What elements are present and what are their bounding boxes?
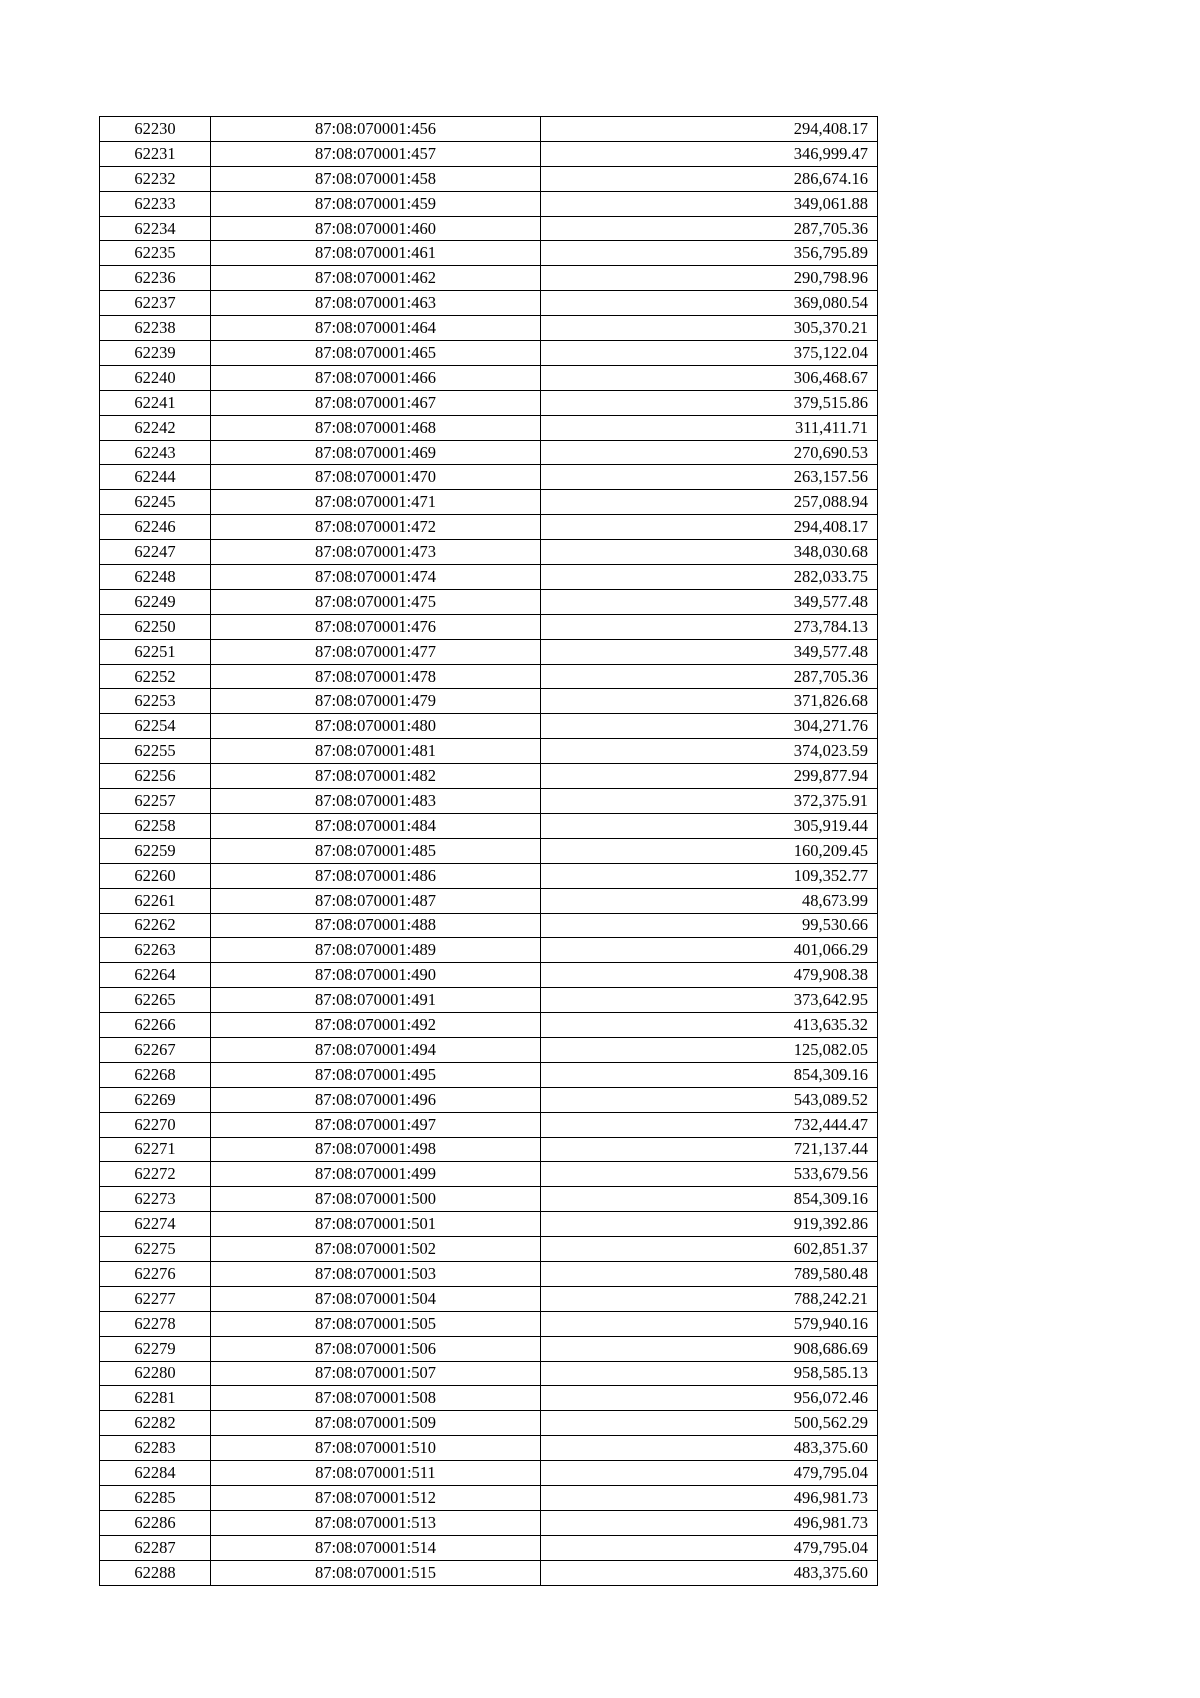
table-row [100, 316, 878, 341]
cadastral-number-cell: 87:08:070001:473 [211, 540, 541, 565]
value-cell: 306,468.67 [541, 365, 878, 390]
table-row [100, 1510, 878, 1535]
table-row [100, 216, 878, 241]
row-number-cell: 62264 [100, 963, 211, 988]
row-number-cell: 62239 [100, 341, 211, 366]
cadastral-number-cell: 87:08:070001:463 [211, 291, 541, 316]
table-row [100, 565, 878, 590]
table-row [100, 490, 878, 515]
value-cell: 349,577.48 [541, 589, 878, 614]
row-number-cell: 62277 [100, 1286, 211, 1311]
value-cell: 374,023.59 [541, 739, 878, 764]
table-row [100, 390, 878, 415]
value-cell: 287,705.36 [541, 664, 878, 689]
table-row [100, 117, 878, 142]
cadastral-number-cell: 87:08:070001:471 [211, 490, 541, 515]
value-cell: 788,242.21 [541, 1286, 878, 1311]
row-number-cell: 62240 [100, 365, 211, 390]
value-cell: 305,919.44 [541, 813, 878, 838]
table-row [100, 1013, 878, 1038]
row-number-cell: 62286 [100, 1510, 211, 1535]
table-row [100, 838, 878, 863]
cadastral-number-cell: 87:08:070001:487 [211, 888, 541, 913]
row-number-cell: 62279 [100, 1336, 211, 1361]
row-number-cell: 62272 [100, 1162, 211, 1187]
cadastral-number-cell: 87:08:070001:484 [211, 813, 541, 838]
value-cell: 479,795.04 [541, 1461, 878, 1486]
value-cell: 282,033.75 [541, 565, 878, 590]
cadastral-number-cell: 87:08:070001:499 [211, 1162, 541, 1187]
row-number-cell: 62237 [100, 291, 211, 316]
value-cell: 602,851.37 [541, 1237, 878, 1262]
value-cell: 479,908.38 [541, 963, 878, 988]
row-number-cell: 62267 [100, 1037, 211, 1062]
cadastral-number-cell: 87:08:070001:467 [211, 390, 541, 415]
data-table [99, 116, 878, 1586]
table-row [100, 166, 878, 191]
table-body [100, 117, 878, 1586]
cadastral-number-cell: 87:08:070001:459 [211, 191, 541, 216]
value-cell: 958,585.13 [541, 1361, 878, 1386]
cadastral-number-cell: 87:08:070001:504 [211, 1286, 541, 1311]
table-row [100, 440, 878, 465]
table-row [100, 913, 878, 938]
row-number-cell: 62284 [100, 1461, 211, 1486]
table-row [100, 1535, 878, 1560]
row-number-cell: 62280 [100, 1361, 211, 1386]
table-row [100, 141, 878, 166]
table-row [100, 1411, 878, 1436]
cadastral-number-cell: 87:08:070001:508 [211, 1386, 541, 1411]
value-cell: 721,137.44 [541, 1137, 878, 1162]
value-cell: 732,444.47 [541, 1112, 878, 1137]
row-number-cell: 62285 [100, 1485, 211, 1510]
cadastral-number-cell: 87:08:070001:492 [211, 1013, 541, 1038]
table-row [100, 1311, 878, 1336]
row-number-cell: 62255 [100, 739, 211, 764]
table-row [100, 515, 878, 540]
row-number-cell: 62230 [100, 117, 211, 142]
cadastral-number-cell: 87:08:070001:506 [211, 1336, 541, 1361]
value-cell: 263,157.56 [541, 465, 878, 490]
value-cell: 349,577.48 [541, 639, 878, 664]
table-row [100, 963, 878, 988]
cadastral-number-cell: 87:08:070001:475 [211, 589, 541, 614]
table-row [100, 1187, 878, 1212]
table-row [100, 988, 878, 1013]
row-number-cell: 62243 [100, 440, 211, 465]
table-row [100, 1436, 878, 1461]
cadastral-number-cell: 87:08:070001:502 [211, 1237, 541, 1262]
row-number-cell: 62287 [100, 1535, 211, 1560]
row-number-cell: 62273 [100, 1187, 211, 1212]
row-number-cell: 62231 [100, 141, 211, 166]
cadastral-number-cell: 87:08:070001:486 [211, 863, 541, 888]
cadastral-number-cell: 87:08:070001:458 [211, 166, 541, 191]
row-number-cell: 62241 [100, 390, 211, 415]
value-cell: 496,981.73 [541, 1485, 878, 1510]
value-cell: 956,072.46 [541, 1386, 878, 1411]
value-cell: 287,705.36 [541, 216, 878, 241]
row-number-cell: 62260 [100, 863, 211, 888]
cadastral-number-cell: 87:08:070001:489 [211, 938, 541, 963]
row-number-cell: 62238 [100, 316, 211, 341]
row-number-cell: 62283 [100, 1436, 211, 1461]
row-number-cell: 62282 [100, 1411, 211, 1436]
table-row [100, 739, 878, 764]
cadastral-number-cell: 87:08:070001:477 [211, 639, 541, 664]
value-cell: 99,530.66 [541, 913, 878, 938]
value-cell: 109,352.77 [541, 863, 878, 888]
table-row [100, 1461, 878, 1486]
table-row [100, 1037, 878, 1062]
row-number-cell: 62245 [100, 490, 211, 515]
row-number-cell: 62268 [100, 1062, 211, 1087]
table-row [100, 1286, 878, 1311]
row-number-cell: 62252 [100, 664, 211, 689]
cadastral-number-cell: 87:08:070001:461 [211, 241, 541, 266]
value-cell: 286,674.16 [541, 166, 878, 191]
cadastral-number-cell: 87:08:070001:498 [211, 1137, 541, 1162]
row-number-cell: 62258 [100, 813, 211, 838]
row-number-cell: 62265 [100, 988, 211, 1013]
table-row [100, 291, 878, 316]
value-cell: 273,784.13 [541, 614, 878, 639]
row-number-cell: 62244 [100, 465, 211, 490]
cadastral-number-cell: 87:08:070001:488 [211, 913, 541, 938]
row-number-cell: 62271 [100, 1137, 211, 1162]
cadastral-number-cell: 87:08:070001:480 [211, 714, 541, 739]
table-row [100, 1560, 878, 1585]
cadastral-number-cell: 87:08:070001:472 [211, 515, 541, 540]
value-cell: 533,679.56 [541, 1162, 878, 1187]
cadastral-number-cell: 87:08:070001:483 [211, 789, 541, 814]
cadastral-number-cell: 87:08:070001:500 [211, 1187, 541, 1212]
value-cell: 290,798.96 [541, 266, 878, 291]
value-cell: 349,061.88 [541, 191, 878, 216]
row-number-cell: 62262 [100, 913, 211, 938]
row-number-cell: 62234 [100, 216, 211, 241]
table-row [100, 1361, 878, 1386]
value-cell: 500,562.29 [541, 1411, 878, 1436]
table-row [100, 1162, 878, 1187]
table-row [100, 1336, 878, 1361]
cadastral-number-cell: 87:08:070001:481 [211, 739, 541, 764]
row-number-cell: 62232 [100, 166, 211, 191]
cadastral-number-cell: 87:08:070001:494 [211, 1037, 541, 1062]
cadastral-number-cell: 87:08:070001:514 [211, 1535, 541, 1560]
cadastral-number-cell: 87:08:070001:510 [211, 1436, 541, 1461]
value-cell: 372,375.91 [541, 789, 878, 814]
table-row [100, 1386, 878, 1411]
table-row [100, 365, 878, 390]
row-number-cell: 62275 [100, 1237, 211, 1262]
table-row [100, 813, 878, 838]
row-number-cell: 62246 [100, 515, 211, 540]
value-cell: 373,642.95 [541, 988, 878, 1013]
cadastral-number-cell: 87:08:070001:512 [211, 1485, 541, 1510]
value-cell: 375,122.04 [541, 341, 878, 366]
row-number-cell: 62266 [100, 1013, 211, 1038]
cadastral-number-cell: 87:08:070001:469 [211, 440, 541, 465]
table-row [100, 689, 878, 714]
value-cell: 908,686.69 [541, 1336, 878, 1361]
cadastral-number-cell: 87:08:070001:513 [211, 1510, 541, 1535]
table-row [100, 191, 878, 216]
table-row [100, 1485, 878, 1510]
value-cell: 371,826.68 [541, 689, 878, 714]
row-number-cell: 62278 [100, 1311, 211, 1336]
cadastral-number-cell: 87:08:070001:491 [211, 988, 541, 1013]
row-number-cell: 62269 [100, 1087, 211, 1112]
value-cell: 348,030.68 [541, 540, 878, 565]
cadastral-number-cell: 87:08:070001:501 [211, 1212, 541, 1237]
value-cell: 496,981.73 [541, 1510, 878, 1535]
row-number-cell: 62253 [100, 689, 211, 714]
cadastral-number-cell: 87:08:070001:509 [211, 1411, 541, 1436]
value-cell: 789,580.48 [541, 1261, 878, 1286]
value-cell: 299,877.94 [541, 764, 878, 789]
value-cell: 160,209.45 [541, 838, 878, 863]
row-number-cell: 62254 [100, 714, 211, 739]
row-number-cell: 62235 [100, 241, 211, 266]
cadastral-number-cell: 87:08:070001:465 [211, 341, 541, 366]
table-row [100, 266, 878, 291]
cadastral-number-cell: 87:08:070001:464 [211, 316, 541, 341]
row-number-cell: 62276 [100, 1261, 211, 1286]
cadastral-number-cell: 87:08:070001:476 [211, 614, 541, 639]
table-row [100, 1137, 878, 1162]
row-number-cell: 62247 [100, 540, 211, 565]
cadastral-number-cell: 87:08:070001:490 [211, 963, 541, 988]
value-cell: 125,082.05 [541, 1037, 878, 1062]
cadastral-number-cell: 87:08:070001:505 [211, 1311, 541, 1336]
cadastral-number-cell: 87:08:070001:496 [211, 1087, 541, 1112]
cadastral-number-cell: 87:08:070001:478 [211, 664, 541, 689]
row-number-cell: 62248 [100, 565, 211, 590]
table-row [100, 614, 878, 639]
table-row [100, 1087, 878, 1112]
value-cell: 919,392.86 [541, 1212, 878, 1237]
value-cell: 401,066.29 [541, 938, 878, 963]
cadastral-number-cell: 87:08:070001:482 [211, 764, 541, 789]
table-row [100, 589, 878, 614]
table-row [100, 888, 878, 913]
value-cell: 579,940.16 [541, 1311, 878, 1336]
table-row [100, 540, 878, 565]
row-number-cell: 62288 [100, 1560, 211, 1585]
table-row [100, 1062, 878, 1087]
row-number-cell: 62259 [100, 838, 211, 863]
cadastral-number-cell: 87:08:070001:511 [211, 1461, 541, 1486]
value-cell: 356,795.89 [541, 241, 878, 266]
table-row [100, 341, 878, 366]
value-cell: 379,515.86 [541, 390, 878, 415]
cadastral-number-cell: 87:08:070001:457 [211, 141, 541, 166]
row-number-cell: 62242 [100, 415, 211, 440]
cadastral-number-cell: 87:08:070001:474 [211, 565, 541, 590]
table-row [100, 1237, 878, 1262]
cadastral-number-cell: 87:08:070001:515 [211, 1560, 541, 1585]
value-cell: 294,408.17 [541, 515, 878, 540]
value-cell: 346,999.47 [541, 141, 878, 166]
row-number-cell: 62250 [100, 614, 211, 639]
table-row [100, 664, 878, 689]
table-row [100, 241, 878, 266]
table-row [100, 465, 878, 490]
cadastral-number-cell: 87:08:070001:456 [211, 117, 541, 142]
cadastral-number-cell: 87:08:070001:460 [211, 216, 541, 241]
value-cell: 854,309.16 [541, 1062, 878, 1087]
value-cell: 543,089.52 [541, 1087, 878, 1112]
table-row [100, 1212, 878, 1237]
row-number-cell: 62281 [100, 1386, 211, 1411]
value-cell: 304,271.76 [541, 714, 878, 739]
cadastral-number-cell: 87:08:070001:479 [211, 689, 541, 714]
value-cell: 479,795.04 [541, 1535, 878, 1560]
row-number-cell: 62249 [100, 589, 211, 614]
table-row [100, 639, 878, 664]
value-cell: 369,080.54 [541, 291, 878, 316]
value-cell: 305,370.21 [541, 316, 878, 341]
table-row [100, 1112, 878, 1137]
row-number-cell: 62274 [100, 1212, 211, 1237]
value-cell: 270,690.53 [541, 440, 878, 465]
cadastral-number-cell: 87:08:070001:495 [211, 1062, 541, 1087]
table-row [100, 938, 878, 963]
row-number-cell: 62270 [100, 1112, 211, 1137]
value-cell: 854,309.16 [541, 1187, 878, 1212]
row-number-cell: 62251 [100, 639, 211, 664]
cadastral-number-cell: 87:08:070001:503 [211, 1261, 541, 1286]
table-row [100, 789, 878, 814]
value-cell: 294,408.17 [541, 117, 878, 142]
row-number-cell: 62261 [100, 888, 211, 913]
cadastral-number-cell: 87:08:070001:470 [211, 465, 541, 490]
cadastral-number-cell: 87:08:070001:507 [211, 1361, 541, 1386]
row-number-cell: 62233 [100, 191, 211, 216]
cadastral-number-cell: 87:08:070001:462 [211, 266, 541, 291]
table-row [100, 1261, 878, 1286]
row-number-cell: 62236 [100, 266, 211, 291]
value-cell: 311,411.71 [541, 415, 878, 440]
cadastral-number-cell: 87:08:070001:466 [211, 365, 541, 390]
cadastral-number-cell: 87:08:070001:468 [211, 415, 541, 440]
row-number-cell: 62256 [100, 764, 211, 789]
table-row [100, 714, 878, 739]
value-cell: 48,673.99 [541, 888, 878, 913]
value-cell: 483,375.60 [541, 1560, 878, 1585]
cadastral-number-cell: 87:08:070001:497 [211, 1112, 541, 1137]
value-cell: 413,635.32 [541, 1013, 878, 1038]
row-number-cell: 62263 [100, 938, 211, 963]
table-row [100, 863, 878, 888]
value-cell: 257,088.94 [541, 490, 878, 515]
table-row [100, 415, 878, 440]
value-cell: 483,375.60 [541, 1436, 878, 1461]
table-row [100, 764, 878, 789]
cadastral-number-cell: 87:08:070001:485 [211, 838, 541, 863]
row-number-cell: 62257 [100, 789, 211, 814]
